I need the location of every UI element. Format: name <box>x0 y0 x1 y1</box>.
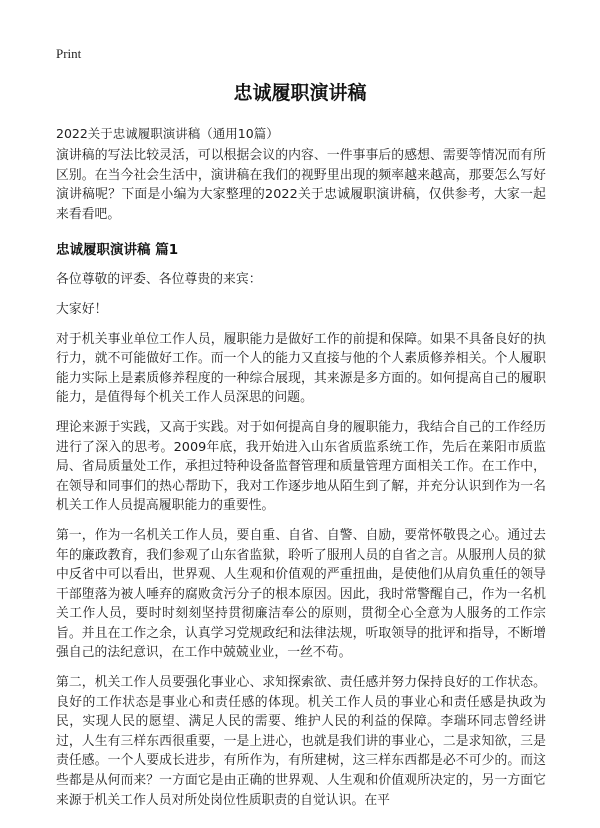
article-subtitle: 2022关于忠诚履职演讲稿（通用10篇） <box>56 126 279 141</box>
print-link[interactable]: Print <box>56 46 82 61</box>
salutation-paragraph: 大家好！ <box>56 301 108 317</box>
body-paragraph: 理论来源于实践，又高于实践。对于如何提高自身的履职能力，我结合自己的工作经历进行了深入的思考。2009年底，我开始进入山东省质监系统工作，先后在莱阳市质监局、省局质量处工作，承担过特种设备监督管理和质量管理方面相关工作。在工作中，在领导和同事们的热心帮助下，我对工作逐步地从陌生到了解，并充分认识到作为一名机关工作人员提高履职能力的重要性。 <box>56 419 546 514</box>
body-paragraph: 第二，机关工作人员要强化事业心、求知探索欲、责任感并努力保持良好的工作状态。良好的工作状态是事业心和责任感的体现。机关工作人员的事业心和责任感是执政为民，实现人民的愿望、满足人民的需要、维护人民的利益的保障。李瑞环同志曾经讲过，人生有三样东西很重要，一是上进心，也就是我们讲的事业心，二是求知欲，三是责任感。一个人要成长进步，有所作为，有所建树，这三样东西都是必不可少的。而这些都是从何而来？一方面它是由正确的世界观、人生观和价值观所决定的，另一方面它来源于机关工作人员对所处岗位性质职责的自觉认识。在平 <box>56 675 546 808</box>
section-heading: 忠诚履职演讲稿 篇1 <box>56 242 179 259</box>
body-paragraph: 第一，作为一名机关工作人员，要自重、自省、自警、自励，要常怀敬畏之心。通过去年的廉政教育，我们参观了山东省监狱，聆听了服刑人员的自省之言。从服刑人员的狱中反省中可以看出，世界观、人生观和价值观的严重扭曲，是使他们从肩负重任的领导干部堕落为被人唾弃的腐败贪污分子的根本原因。因此，我时常警醒自己，作为一名机关工作人员，要时时刻刻坚持贯彻廉洁奉公的原则，贯彻全心全意为人服务的工作宗旨。并且在工作之余，认真学习党规政纪和法律法规，听取领导的批评和指导，不断增强自己的法纪意识，在工作中兢兢业业，一丝不苟。 <box>56 527 546 661</box>
greeting-paragraph: 各位尊敬的评委、各位尊贵的来宾： <box>56 272 262 288</box>
article-body <box>56 146 546 820</box>
page-title: 忠诚履职演讲稿 <box>233 82 367 104</box>
intro-paragraph: 演讲稿的写法比较灵活，可以根据会议的内容、一件事事后的感想、需要等情况而有所区别。在当今社会生活中，演讲稿在我们的视野里出现的频率越来越高，那要怎么写好演讲稿呢？下面是小编为大家整理的2022关于忠诚履职演讲稿，仅供参考，大家一起来看看吧。 <box>56 148 546 222</box>
body-paragraph: 对于机关事业单位工作人员，履职能力是做好工作的前提和保障。如果不具备良好的执行力，就不可能做好工作。而一个人的能力又直接与他的个人素质修养相关。个人履职能力实际上是素质修养程度的一种综合展现，其来源是多方面的。如何提高自己的履职能力，是值得每个机关工作人员深思的问题。 <box>56 331 546 406</box>
